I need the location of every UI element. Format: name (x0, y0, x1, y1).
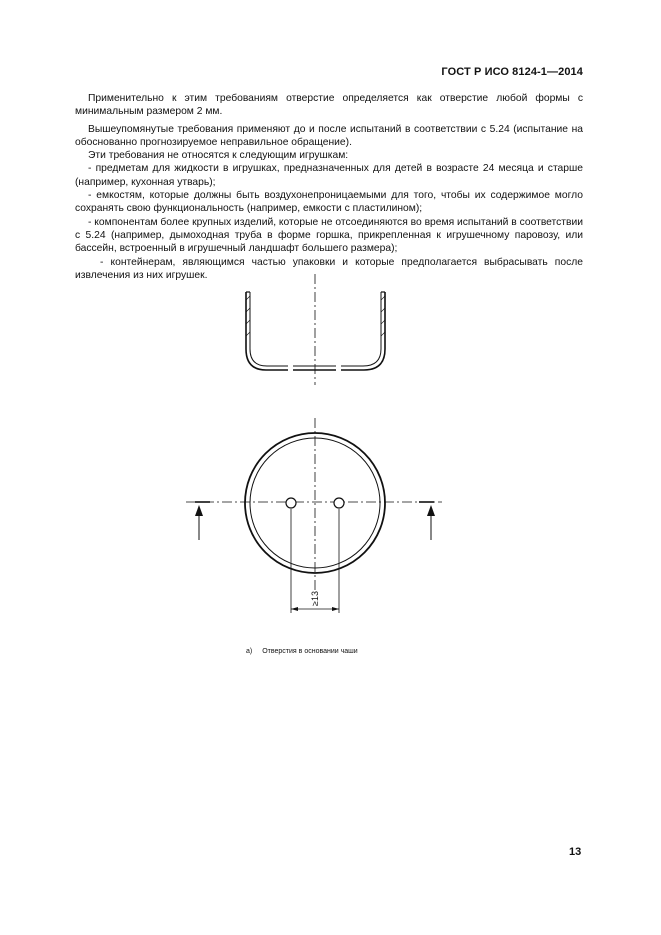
dimension-label: ≥13 (310, 591, 320, 606)
caption-letter: a) (246, 648, 253, 655)
list-item-liquid-items: - предметам для жидкости в игрушках, предназначенных для детей в возрасте 24 месяца и старше (например, кухонная утварь); (75, 163, 583, 188)
list-item-airtight-containers: - емкостям, которые должны быть воздухонепроницаемыми для того, чтобы их содержимое могло сохранять свою функциональность (например, емкости с пластилином); (75, 190, 583, 215)
list-item-packaging: - контейнерам, являющимся частью упаковки и которые предполагается выбрасывать после извлечения из них игрушек. (75, 256, 583, 281)
page-number: 13 (569, 846, 582, 858)
figure-caption (246, 648, 368, 655)
bowl-side-view (246, 274, 385, 385)
document-header: ГОСТ Р ИСО 8124-1—2014 (441, 66, 583, 78)
bowl-top-view (186, 418, 442, 613)
paragraph-opening-definition: Применительно к этим требованиям отверстие определяется как отверстие любой формы с минимальным размером 2 мм. (75, 93, 583, 118)
caption-text: Отверстия в основании чаши (262, 648, 358, 655)
paragraph-exceptions-intro: Эти требования не относятся к следующим игрушкам: (88, 150, 349, 162)
list-item-larger-components: - компонентам более крупных изделий, которые не отсоединяются во время испытаний в соответствии с 5.24 (например, дымоходная труба в форме горшка, прикрепленная к игрушечному паровозу, или бассейн, встроенный в игрушечный ландшафт большего размера); (75, 216, 583, 255)
paragraph-test-requirements: Вышеупомянутые требования применяют до и после испытаний в соответствии с 5.24 (испытание на обоснованно прогнозируемое неправильное обращение). (75, 123, 583, 148)
